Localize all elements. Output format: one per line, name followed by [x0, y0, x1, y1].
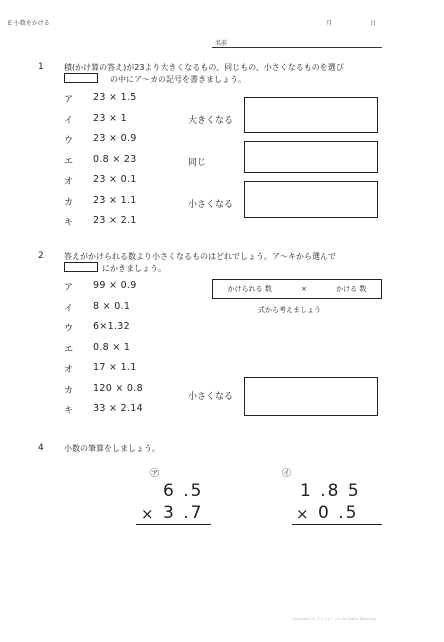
copyright-text: Copyright (C) すきるまドリル All Rights Reserved: [292, 617, 377, 621]
q2-text: [64, 251, 394, 274]
q2-text-line1: 答えがかけられる数より小さくなるものはどれでしょう。ア～キから選んで: [64, 252, 336, 261]
q1-item-expression: 23 × 0.9: [93, 133, 137, 144]
q1-answer-box-bigger[interactable]: [244, 97, 378, 133]
q1-item-expression: 0.8 × 23: [93, 153, 137, 165]
q1-item-expression: 23 × 1.1: [93, 194, 137, 206]
q1-item-label: ア: [64, 95, 74, 105]
q2-answer-label: 小さくなる: [188, 392, 234, 402]
problem-b-operator: ×: [296, 505, 311, 523]
q2-item-expression: 0.8 × 1: [93, 341, 131, 353]
q1-answer-box-same[interactable]: [244, 141, 378, 173]
q1-category-smaller: 小さくなる: [188, 200, 234, 210]
problem-a-bottom: 3 .7: [163, 503, 204, 523]
q2-text-line2: にかきましょう。: [64, 262, 394, 274]
hint-right: かける 数: [336, 285, 367, 293]
q2-item-label: ウ: [64, 324, 74, 334]
problem-a-mark: ㋐: [150, 469, 160, 479]
hint-times: ×: [301, 285, 307, 293]
hint-left: かけられる 数: [227, 285, 272, 293]
q2-item-expression: 8 × 0.1: [93, 300, 131, 312]
hint-box: [212, 279, 382, 299]
inline-answer-slot: [64, 73, 98, 83]
q2-item-expression: 99 × 0.9: [93, 280, 137, 291]
q1-number: 1: [38, 62, 44, 72]
q2-item-label: エ: [64, 344, 74, 355]
problem-a-operator: ×: [141, 505, 156, 523]
month-label: 月: [326, 20, 333, 27]
problem-a-answer-line: [136, 524, 211, 525]
q4-number: 4: [38, 443, 44, 453]
q2-item-label: ア: [64, 283, 74, 293]
problem-b-bottom: 0 .5: [318, 503, 359, 523]
q2-item-label: カ: [64, 385, 74, 396]
q1-item-expression: 23 × 1: [93, 112, 127, 124]
q1-item-expression: 23 × 0.1: [93, 174, 137, 185]
problem-a-top: 6 .5: [163, 481, 204, 501]
q1-text: [64, 62, 394, 85]
q2-item-expression: 6×1.32: [93, 321, 130, 332]
q1-item-label: ウ: [64, 136, 74, 146]
name-label: 名前: [215, 40, 228, 47]
q1-text-line1: 積(かけ算の答え)が23より大きくなるもの、同じもの、小さくなるものを選び: [64, 63, 344, 72]
q1-text-line2: の中にア～カの記号を書きましょう。: [64, 73, 394, 85]
problem-b-top: 1 .8 5: [300, 481, 361, 501]
q2-number: 2: [38, 251, 44, 261]
q1-category-bigger: 大きくなる: [188, 116, 234, 126]
problem-b-mark: ㋑: [282, 469, 292, 479]
day-label: 日: [370, 20, 377, 27]
q1-answer-box-smaller[interactable]: [244, 181, 378, 218]
q1-item-expression: 23 × 2.1: [93, 215, 137, 226]
q1-item-label: オ: [64, 177, 74, 187]
q4-text: 小数の筆算をしましょう。: [64, 444, 160, 453]
q2-item-expression: 17 × 1.1: [93, 362, 137, 373]
q1-item-label: キ: [64, 218, 74, 228]
q2-item-label: イ: [64, 303, 74, 314]
hint-subtext: 式から考えましょう: [258, 306, 321, 314]
q2-item-label: キ: [64, 406, 74, 416]
q1-item-label: カ: [64, 197, 74, 208]
inline-answer-slot: [64, 262, 98, 272]
q1-item-expression: 23 × 1.5: [93, 92, 137, 103]
worksheet-title: E 小数をかける: [8, 20, 50, 27]
q2-answer-box[interactable]: [244, 377, 378, 416]
q1-item-label: イ: [64, 115, 74, 126]
problem-b-answer-line: [292, 524, 382, 525]
q2-item-expression: 33 × 2.14: [93, 403, 143, 414]
q1-category-same: 同じ: [188, 158, 207, 168]
q1-item-label: エ: [64, 156, 74, 167]
q2-item-label: オ: [64, 365, 74, 375]
name-line[interactable]: [212, 47, 382, 48]
q2-item-expression: 120 × 0.8: [93, 382, 143, 394]
